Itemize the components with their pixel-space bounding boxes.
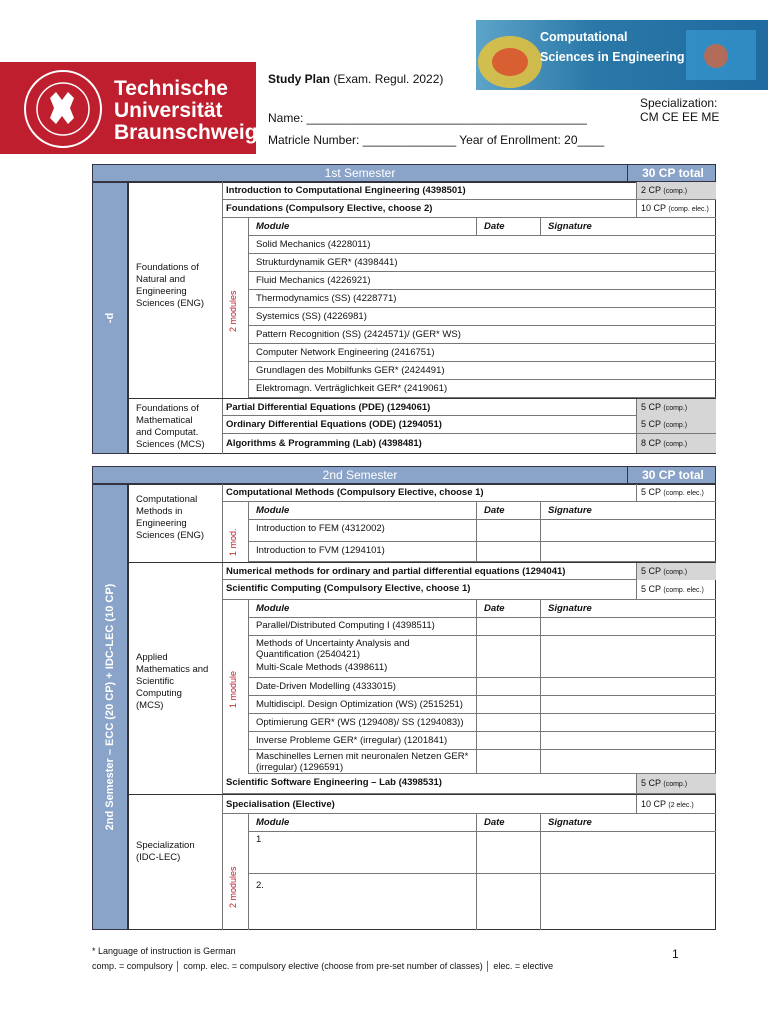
sem1-cat-eng: Foundations of Natural and Engineering Sciences (ENG) [136, 262, 205, 309]
logo-line-1: Technische [114, 77, 228, 100]
sem1-cat-mcs: Foundations of Mathematical and Computat. Sciences (MCS) [136, 403, 205, 450]
spec-label: Specialization: [640, 96, 718, 110]
footer-note-1: * Language of instruction is German [92, 946, 236, 956]
seal-icon [20, 68, 106, 150]
sem1-module-row [248, 290, 716, 308]
sem1-module-row [248, 308, 716, 326]
sem1-header [92, 164, 716, 182]
sem1-module-label: Grundlagen des Mobilfunks GER* (2424491) [256, 365, 445, 376]
sem1-module-label: Solid Mechanics (4228011) [256, 239, 371, 250]
sem1-side-label: -d [104, 312, 116, 324]
sem2-spec-slot-2[interactable]: 2. [256, 880, 264, 891]
sem1-cp-ode: 5 CP (comp.) [636, 416, 716, 433]
sem1-module-row [248, 272, 716, 290]
sem2-sc-mod-6: Optimierung GER* (WS (129408)/ SS (1294083)) [248, 714, 716, 732]
sem2-spec-head: Module Date Signature [248, 814, 716, 832]
sem2-spec-slot-1[interactable]: 1 [248, 832, 716, 874]
sem1-module-row [248, 380, 716, 398]
sem1-module-row [248, 254, 716, 272]
sem2-cp-num: 5 CP (comp.) [636, 563, 716, 580]
sem2-cm-mod-1: Introduction to FEM (4312002) [248, 520, 716, 542]
sem1-title: 1st Semester [324, 166, 396, 180]
sem2-cp-total: 30 CP total [627, 467, 718, 483]
sem2-cat-eng: Computational Methods in Engineering Sciences (ENG) [136, 494, 205, 541]
sem1-module-row [248, 236, 716, 254]
sem2-row-spec: Specialisation (Elective) [222, 794, 716, 814]
sem1-row-foundations: Foundations (Compulsory Elective, choose 2) [222, 200, 716, 218]
sem2-vmod-3: 2 modules [228, 866, 238, 908]
footer-note-2: comp. = compulsory │ comp. elec. = compulsory elective (choose from pre-set number of classes) │ elec. = elective [92, 961, 554, 971]
university-logo [0, 62, 256, 154]
title-rest: (Exam. Regul. 2022) [330, 72, 444, 86]
sem1-row-intro: Introduction to Computational Engineering (4398501) [222, 182, 716, 200]
sem2-sc-head: Module Date Signature [248, 600, 716, 618]
sem1-side [92, 182, 128, 454]
sem1-module-label: Systemics (SS) (4226981) [256, 311, 367, 322]
spec-options: CM CE EE ME [640, 110, 720, 124]
title-bold: Study Plan [268, 72, 331, 86]
sem2-cm-head: Module Date Signature [248, 502, 716, 520]
sem1-module-label: Fluid Mechanics (4226921) [256, 275, 371, 286]
sem2-sc-mod-4: Date-Driven Modelling (4333015) [248, 678, 716, 696]
logo-line-3: Braunschweig [114, 121, 258, 144]
sem2-sc-mod-8: Maschinelles Lernen mit neuronalen Netzen GER* (irregular) (1296591) [248, 750, 716, 774]
sem1-row-ode: Ordinary Differential Equations (ODE) (1294051) [222, 416, 716, 434]
sem2-header [92, 466, 716, 484]
sem2-sc-mod-2: Methods of Uncertainty Analysis and Quantification (2540421) [256, 638, 410, 660]
sem1-cp-pde: 5 CP (comp.) [636, 399, 716, 416]
sem2-side-label: 2nd Semester – ECC (20 CP) + IDC-LEC (10 CP) [104, 583, 116, 831]
sem2-side [92, 484, 128, 930]
sem1-cp-foundations: 10 CP (comp. elec.) [636, 200, 716, 217]
sem2-cp-sc: 5 CP (comp. elec.) [636, 580, 716, 599]
sem1-row-pde: Partial Differential Equations (PDE) (1294061) [222, 398, 716, 416]
sem2-row-num: Numerical methods for ordinary and partial differential equations (1294041) [222, 562, 716, 580]
sem1-table-head: Module Date Signature [248, 218, 716, 236]
sem2-sc-mod-1: Parallel/Distributed Computing I (4398511) [248, 618, 716, 636]
sem2-row-cm: Computational Methods (Compulsory Elective, choose 1) [222, 484, 716, 502]
sem1-module-row [248, 344, 716, 362]
sem1-cp-total: 30 CP total [627, 165, 718, 181]
sem1-module-label: Elektromagn. Verträglichkeit GER* (2419061) [256, 383, 448, 394]
page-title [268, 72, 443, 86]
sem1-module-row [248, 326, 716, 344]
sem2-row-sc: Scientific Computing (Compulsory Elective, choose 1) [222, 580, 716, 600]
page-number: 1 [672, 947, 679, 961]
sem2-cm-mod-2: Introduction to FVM (1294101) [248, 542, 716, 562]
sem2-cp-spec: 10 CP (2 elec.) [636, 795, 716, 814]
sem2-cat-mcs: Applied Mathematics and Scientific Computing (MCS) [136, 652, 209, 711]
sem2-cat-spec: Specialization (IDC-LEC) [136, 840, 195, 863]
name-field[interactable]: Name: __________________________________________ [268, 111, 587, 125]
program-banner [476, 20, 768, 90]
sem2-sc-mod-3: Multi-Scale Methods (4398611) [248, 660, 716, 678]
sem2-sc-mod-7: Inverse Probleme GER* (irregular) (1201841) [248, 732, 716, 750]
sem2-title: 2nd Semester [322, 468, 398, 482]
sem2-row-lab: Scientific Software Engineering – Lab (4398531) [222, 774, 716, 794]
sem2-vmod-1: 1 mod. [228, 528, 238, 556]
sem1-module-label: Computer Network Engineering (2416751) [256, 347, 435, 358]
sem2-sc-mod-5: Multidiscipl. Design Optimization (WS) (2515251) [248, 696, 716, 714]
matric-field[interactable]: Matricle Number: ______________ Year of Enrollment: 20____ [268, 133, 605, 147]
sem2-vmod-2: 1 module [228, 670, 238, 708]
sem1-row-algo: Algorithms & Programming (Lab) (4398481) [226, 438, 422, 449]
banner-line-1: Computational [540, 30, 628, 44]
sem1-vmod: 2 modules [228, 290, 238, 332]
sem2-cp-cm: 5 CP (comp. elec.) [636, 484, 716, 501]
sem1-cp-algo: 8 CP (comp.) [636, 434, 716, 453]
banner-line-2: Sciences in Engineering [540, 50, 685, 64]
logo-line-2: Universität [114, 99, 223, 122]
sem1-module-label: Pattern Recognition (SS) (2424571)/ (GER* WS) [256, 329, 461, 340]
sem1-module-row [248, 362, 716, 380]
sem2-cp-lab: 5 CP (comp.) [636, 774, 716, 793]
sem1-module-label: Thermodynamics (SS) (4228771) [256, 293, 397, 304]
sem1-module-label: Strukturdynamik GER* (4398441) [256, 257, 398, 268]
sem1-cp-intro: 2 CP (comp.) [636, 182, 716, 199]
